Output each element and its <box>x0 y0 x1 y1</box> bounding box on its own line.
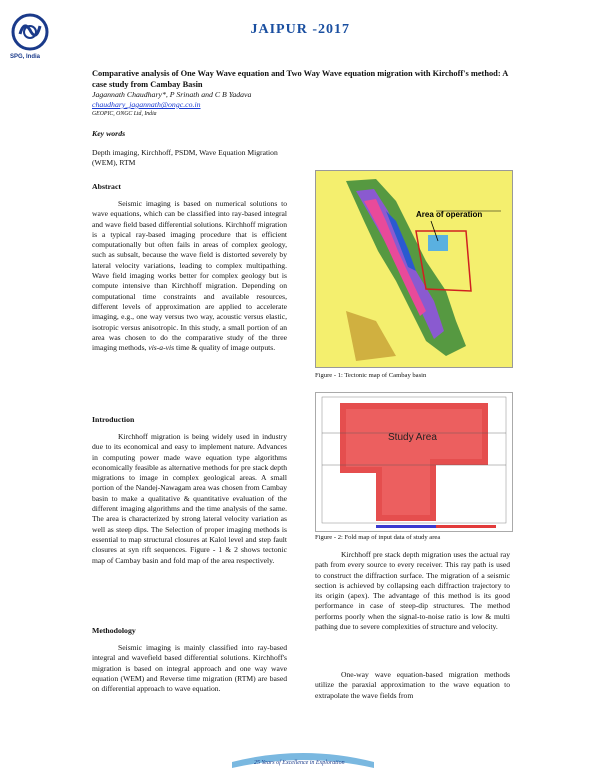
figure-1-annotation: Area of operation <box>416 210 483 219</box>
introduction-heading: Introduction <box>92 415 135 424</box>
introduction-text: Kirchhoff migration is being widely used in industry due to its economical and easy to implement nature. Advances in computing power made wave equation type algorithms economically feasible as alternative methods for pre stack depth migrations to image in complex geological areas. A small portion of the Nandej-Nawagam area was chosen from Cambay basin to make a qualitative & quantitative evaluation of the different imaging algorithms and the time analysis of the same. The area is characterized by strong lateral velocity variation as well as steep dips. The Selection of proper imaging methods is essential to map structural closures at Kalol level and step fault closures at syn rift sequences. Figure - 1 & 2 shows tectonic map of Cambay basin and fold map of the area respectively. <box>92 432 287 565</box>
methodology-heading: Methodology <box>92 626 136 635</box>
abstract-text-end: time & quality of image outputs. <box>175 343 276 353</box>
abstract-heading: Abstract <box>92 182 122 191</box>
abstract-text: Seismic imaging is based on numerical solutions to wave equations, which can be classified into ray-based integral and wave field based differential solutions. Kirchhoff migration is a typical ray-based imaging procedure that is efficient computationally but often fails in areas of complex geology, such as subsalt, because the wave field is distorted severely by lateral velocity variations, leading to complex multipathing. Wave field imaging works better for complex geology but is compute intensive than Kirchhoff migration. Depending on computational time constraints and available resources, different levels of approximation are applied to accelerate imaging, e.g., one way versus two way, acoustic versus elastic, isotropic versus anisotropic. In this study, a small portion of an area was chosen to do the comparative study of the three imaging methods, <box>92 199 287 353</box>
author-email-link[interactable]: chaudhary_jagannath@ongc.co.in <box>92 100 201 109</box>
logo-caption: SPG, India <box>10 54 41 60</box>
kirchhoff-text: Kirchhoff pre stack depth migration uses the actual ray path from every source to every receiver. This ray path is used to construct the diffraction surface. The migration of a seismic section is achieved by collapsing each diffraction trajectory to its origin (apex). The advantage of this method is its good performance in case of steep-dip structures. The method performs poorly when the signal-to-noise ratio is low & multi pathing due to severe complexities of structure and velocity. <box>315 550 510 632</box>
oneway-body <box>315 670 510 701</box>
keywords-text: Depth imaging, Kirchhoff, PSDM, Wave Equation Migration (WEM), RTM <box>92 148 278 168</box>
figure-2-caption: Figure - 2: Fold map of input data of study area <box>315 534 441 541</box>
paper-title: Comparative analysis of One Way Wave equation and Two Way Wave equation migration with Kirchoff's method: A case study from Cambay Basin <box>92 69 508 89</box>
methodology-text: Seismic imaging is mainly classified into ray-based integral and wavefield based differential solutions. Kirchhoff's migration is based on integral approach and one way wave equation (WEM) and Reverse time migration (RTM) are based on differential approach to wave equation. <box>92 643 287 694</box>
methodology-body <box>92 643 287 694</box>
affiliation: GEOPIC, ONGC Ltd, India <box>92 111 157 117</box>
figure-1-caption: Figure - 1: Tectonic map of Cambay basin <box>315 372 427 379</box>
paper-authors: Jagannath Chaudhary*, P Srinath and C B Yadava <box>92 90 252 99</box>
oneway-text: One-way wave equation-based migration methods utilize the paraxial approximation to the wave equation to extrapolate the wave fields from <box>315 670 510 700</box>
kirchhoff-body <box>315 550 510 632</box>
conference-title: JAIPUR -2017 <box>250 22 350 37</box>
footer-banner-text: 25 Years of Excellence in Exploration <box>254 760 345 766</box>
footer-banner <box>228 742 378 772</box>
figure-2-fold-map <box>315 392 513 532</box>
figure-1-tectonic-map <box>315 170 513 368</box>
introduction-body <box>92 432 287 566</box>
keywords-heading: Key words <box>92 129 126 138</box>
figure-2-annotation: Study Area <box>388 432 437 443</box>
abstract-italic: vis-a-vis <box>148 343 175 353</box>
abstract-body <box>92 199 287 353</box>
